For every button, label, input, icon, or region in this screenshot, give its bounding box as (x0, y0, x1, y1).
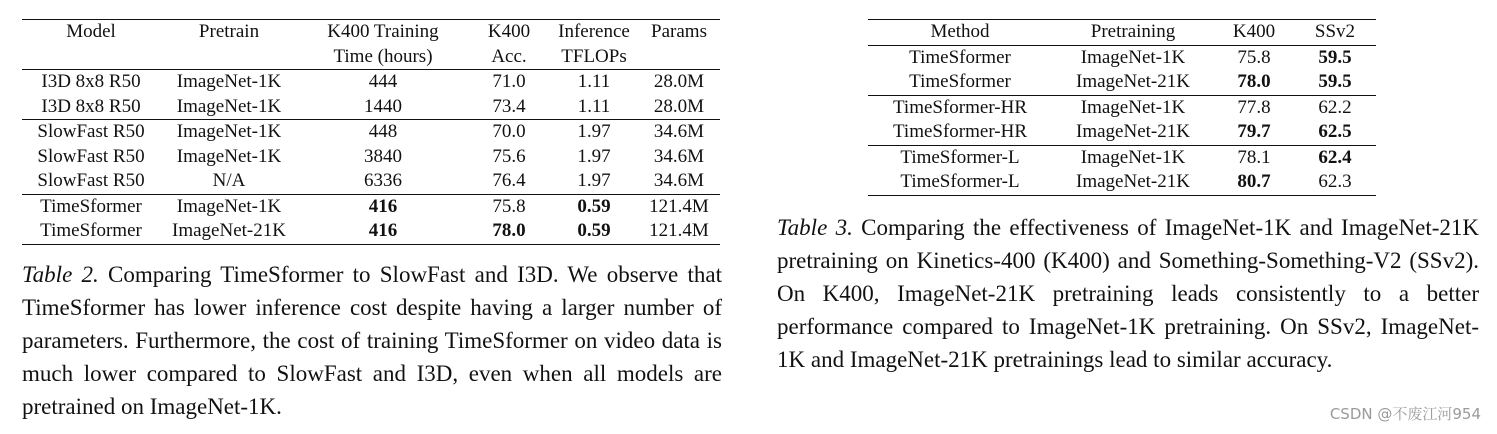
table-2-header-cell: K400 Training (298, 20, 468, 45)
table-3-caption-label: Table 3. (777, 215, 853, 240)
table-cell: TimeSformer-L (868, 145, 1052, 170)
watermark: CSDN @不废江河954 (1329, 405, 1481, 423)
table-cell: ImageNet-1K (176, 95, 282, 117)
table-2-header-cell: Model (22, 20, 160, 45)
table-cell: 78.0 (1237, 71, 1271, 92)
table-cell: 34.6M (653, 145, 705, 167)
table-cell: TimeSformer (22, 219, 160, 244)
table-2-header-cell (22, 45, 160, 70)
table-cell: ImageNet-21K (1076, 71, 1190, 92)
table-row (22, 194, 720, 219)
table-cell: ImageNet-1K (1052, 95, 1214, 120)
table-2-caption-text: Comparing TimeSformer to SlowFast and I3D. We observe that TimeSformer has lower inference cost despite having a larger number of parameters. Furthermore, the cost of training TimeSformer on video data is much lower compared to SlowFast and I3D, even when all models are pretrained on ImageNet-1K. (22, 262, 722, 419)
table-cell: 0.59 (550, 219, 638, 244)
table-2-header (22, 20, 720, 70)
table-cell: SlowFast R50 (22, 120, 160, 145)
table-3-group-l (868, 145, 1376, 195)
table-3-header (868, 20, 1376, 46)
table-2-caption (22, 258, 722, 423)
table-cell: TimeSformer (909, 46, 1011, 68)
table-row (868, 170, 1376, 195)
table-cell: 1.11 (577, 71, 611, 92)
table-3-header-cell: Pretraining (1052, 20, 1214, 46)
table-row (22, 145, 720, 170)
table-cell: ImageNet-1K (1052, 145, 1214, 170)
table-3-header-cell: Method (868, 20, 1052, 46)
table-cell: 73.4 (492, 95, 526, 117)
table-cell: 59.5 (1318, 46, 1352, 68)
table-row (868, 145, 1376, 170)
table-cell: 0.59 (550, 194, 638, 219)
table-row (868, 95, 1376, 120)
table-cell: ImageNet-1K (160, 120, 298, 145)
table-2-header-cell: Pretrain (160, 20, 298, 45)
table-cell: 77.8 (1214, 95, 1294, 120)
table-cell: ImageNet-1K (176, 145, 282, 167)
table-2-header-cell: Inference (550, 20, 638, 45)
table-cell: 416 (298, 194, 468, 219)
table-cell: 71.0 (492, 71, 526, 92)
table-cell: 34.6M (653, 170, 705, 191)
table-cell: TimeSformer-L (868, 170, 1052, 195)
table-3 (868, 19, 1376, 196)
table-cell: 3840 (364, 145, 402, 167)
table-cell: 75.6 (492, 145, 526, 167)
table-2-header-cell (638, 45, 720, 70)
table-cell: ImageNet-1K (176, 71, 282, 92)
table-cell: 1.11 (577, 95, 611, 117)
table-cell: 75.8 (468, 194, 550, 219)
table-cell: I3D 8x8 R50 (41, 95, 141, 117)
table-cell: 62.4 (1294, 145, 1376, 170)
table-cell: TimeSformer-HR (868, 95, 1052, 120)
table-cell: 62.3 (1294, 170, 1376, 195)
table-cell: 448 (298, 120, 468, 145)
table-2-group-i3d (22, 70, 720, 120)
table-cell: 1440 (364, 95, 402, 117)
table-cell: 80.7 (1214, 170, 1294, 195)
table-2-header-cell: TFLOPs (550, 45, 638, 70)
table-cell: 62.2 (1294, 95, 1376, 120)
table-row (868, 120, 1376, 145)
table-cell: 28.0M (653, 71, 705, 92)
table-cell: SlowFast R50 (37, 145, 145, 167)
table-cell: 1.97 (577, 170, 611, 191)
table-cell: ImageNet-1K (1080, 46, 1186, 68)
table-cell: SlowFast R50 (37, 170, 145, 191)
table-cell: 6336 (364, 170, 402, 191)
table-2 (22, 19, 720, 245)
table-cell: ImageNet-21K (160, 219, 298, 244)
table-3-caption-text: Comparing the effectiveness of ImageNet-1K and ImageNet-21K pretraining on Kinetics-400 (K400) and Something-Something-V2 (SSv2). On K400, ImageNet-21K pretraining leads consistently to a better performance compared to ImageNet-1K pretraining. On SSv2, ImageNet-1K and ImageNet-21K pretrainings lead to similar accuracy. (777, 215, 1479, 372)
table-cell: TimeSformer (22, 194, 160, 219)
table-cell: ImageNet-1K (160, 194, 298, 219)
table-cell: 28.0M (653, 95, 705, 117)
table-cell: 59.5 (1318, 71, 1352, 92)
table-cell: 1.97 (577, 145, 611, 167)
table-3-header-cell: SSv2 (1294, 20, 1376, 46)
table-cell: 121.4M (638, 219, 720, 244)
table-cell: 416 (298, 219, 468, 244)
table-3-group-base (868, 45, 1376, 95)
table-cell: 121.4M (638, 194, 720, 219)
table-row (22, 120, 720, 145)
table-cell: N/A (212, 170, 246, 191)
table-row (22, 219, 720, 244)
table-2-group-slowfast (22, 120, 720, 195)
table-cell: 76.4 (492, 170, 526, 191)
table-cell: 34.6M (638, 120, 720, 145)
table-2-caption-label: Table 2. (22, 262, 99, 287)
table-3-header-cell: K400 (1214, 20, 1294, 46)
table-2-header-cell: Params (638, 20, 720, 45)
table-2-header-cell: Time (hours) (298, 45, 468, 70)
table-2-header-cell (160, 45, 298, 70)
table-cell: 444 (368, 71, 398, 92)
table-row (868, 45, 1376, 70)
table-row (22, 95, 720, 120)
table-cell: 79.7 (1237, 121, 1271, 142)
table-cell: 78.0 (468, 219, 550, 244)
table-cell: 62.5 (1318, 121, 1352, 142)
table-2-header-cell: Acc. (468, 45, 550, 70)
table-row (22, 169, 720, 194)
table-cell: 70.0 (468, 120, 550, 145)
table-3-group-hr (868, 95, 1376, 145)
table-cell: 78.1 (1214, 145, 1294, 170)
table-cell: 75.8 (1237, 46, 1271, 68)
table-row (22, 70, 720, 95)
table-cell: TimeSformer-HR (892, 121, 1028, 142)
table-2-header-cell: K400 (468, 20, 550, 45)
table-cell: TimeSformer (909, 71, 1011, 92)
table-2-group-timesformer (22, 194, 720, 244)
table-cell: ImageNet-21K (1052, 170, 1214, 195)
table-3-caption (777, 211, 1479, 376)
table-cell: ImageNet-21K (1076, 121, 1190, 142)
table-cell: 1.97 (550, 120, 638, 145)
table-row (868, 70, 1376, 95)
table-cell: I3D 8x8 R50 (41, 71, 141, 92)
